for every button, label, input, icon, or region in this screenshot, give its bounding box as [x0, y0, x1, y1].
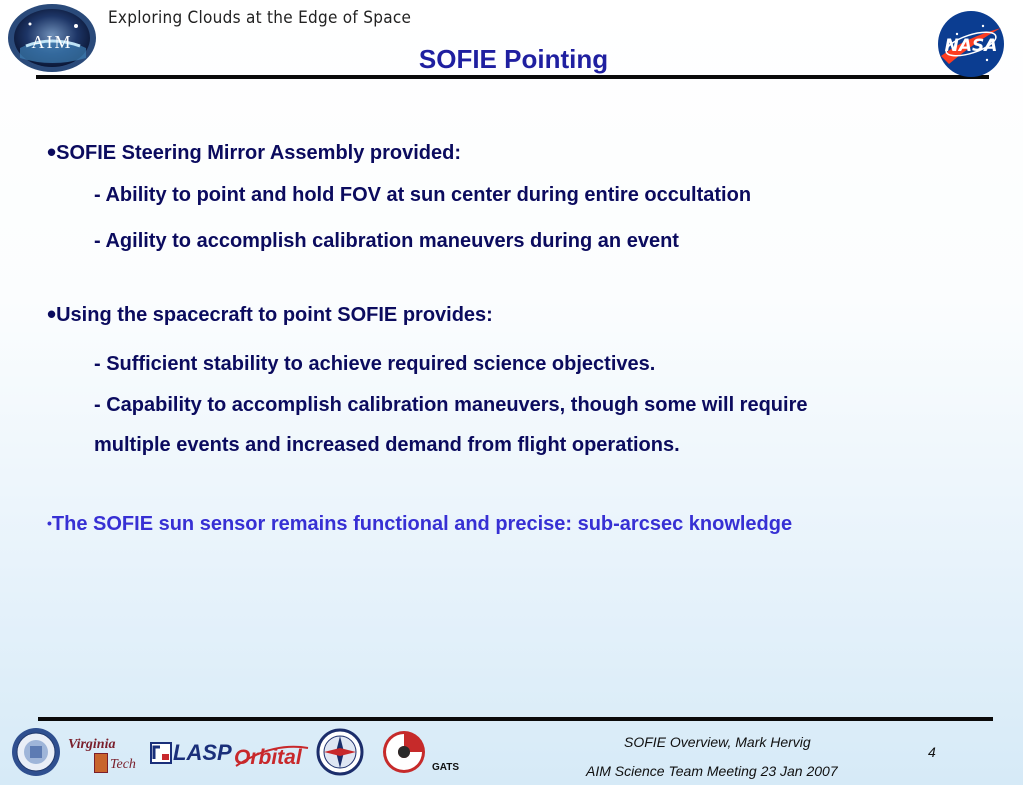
- lasp-logo: [150, 740, 232, 766]
- virginia-tech-logo: [68, 738, 148, 772]
- sub-bullet-text: - Sufficient stability to achieve required science objectives.: [94, 353, 656, 375]
- header-tagline: Exploring Clouds at the Edge of Space: [108, 8, 412, 28]
- sub-bullet-text: - Agility to accomplish calibration maneuvers during an event: [94, 230, 679, 252]
- footer-presenter: SOFIE Overview, Mark Hervig: [624, 734, 811, 750]
- nasa-logo: [935, 8, 1007, 85]
- bullet-marker: •: [47, 299, 57, 329]
- compass-seal-logo: [316, 728, 364, 781]
- gats-logo-text: GATS: [432, 762, 460, 773]
- virginia-tech-mark: [94, 753, 108, 773]
- footer-meeting: AIM Science Team Meeting 23 Jan 2007: [586, 763, 838, 779]
- virginia-tech-logo-text-top: Virginia: [68, 737, 116, 752]
- sub-bullet-text: - Ability to point and hold FOV at sun center during entire occultation: [94, 184, 752, 206]
- sub-bullet-text: multiple events and increased demand from flight operations.: [94, 434, 680, 456]
- sub-bullet-text: - Capability to accomplish calibration maneuvers, though some will require: [94, 394, 808, 416]
- footer-divider: [38, 717, 993, 721]
- orbital-logo: [232, 738, 310, 777]
- bullet-text: The SOFIE sun sensor remains functional and precise: sub-arcsec knowledge: [51, 513, 793, 535]
- aim-logo-text: AIM: [31, 32, 73, 52]
- nasa-logo-text: NASA: [944, 36, 998, 56]
- lasp-mark-icon: [150, 742, 172, 764]
- bullet-text: Using the spacecraft to point SOFIE provides:: [56, 304, 493, 326]
- lasp-logo-text: LASP: [173, 740, 232, 765]
- bullet-item-highlight: [47, 513, 792, 536]
- bullet-text: SOFIE Steering Mirror Assembly provided:: [56, 142, 462, 164]
- virginia-tech-logo-text-bottom: Tech: [110, 757, 136, 772]
- bullet-item: [47, 137, 462, 167]
- bullet-marker: •: [47, 137, 57, 167]
- gats-logo: [380, 728, 430, 779]
- header-divider: [36, 75, 989, 79]
- bullet-marker: •: [47, 515, 52, 531]
- bullet-item: [47, 299, 493, 329]
- page-title: SOFIE Pointing: [418, 44, 609, 74]
- university-seal-logo: [10, 726, 62, 783]
- orbital-logo-text: Orbital: [234, 746, 302, 769]
- page-number: 4: [928, 744, 936, 760]
